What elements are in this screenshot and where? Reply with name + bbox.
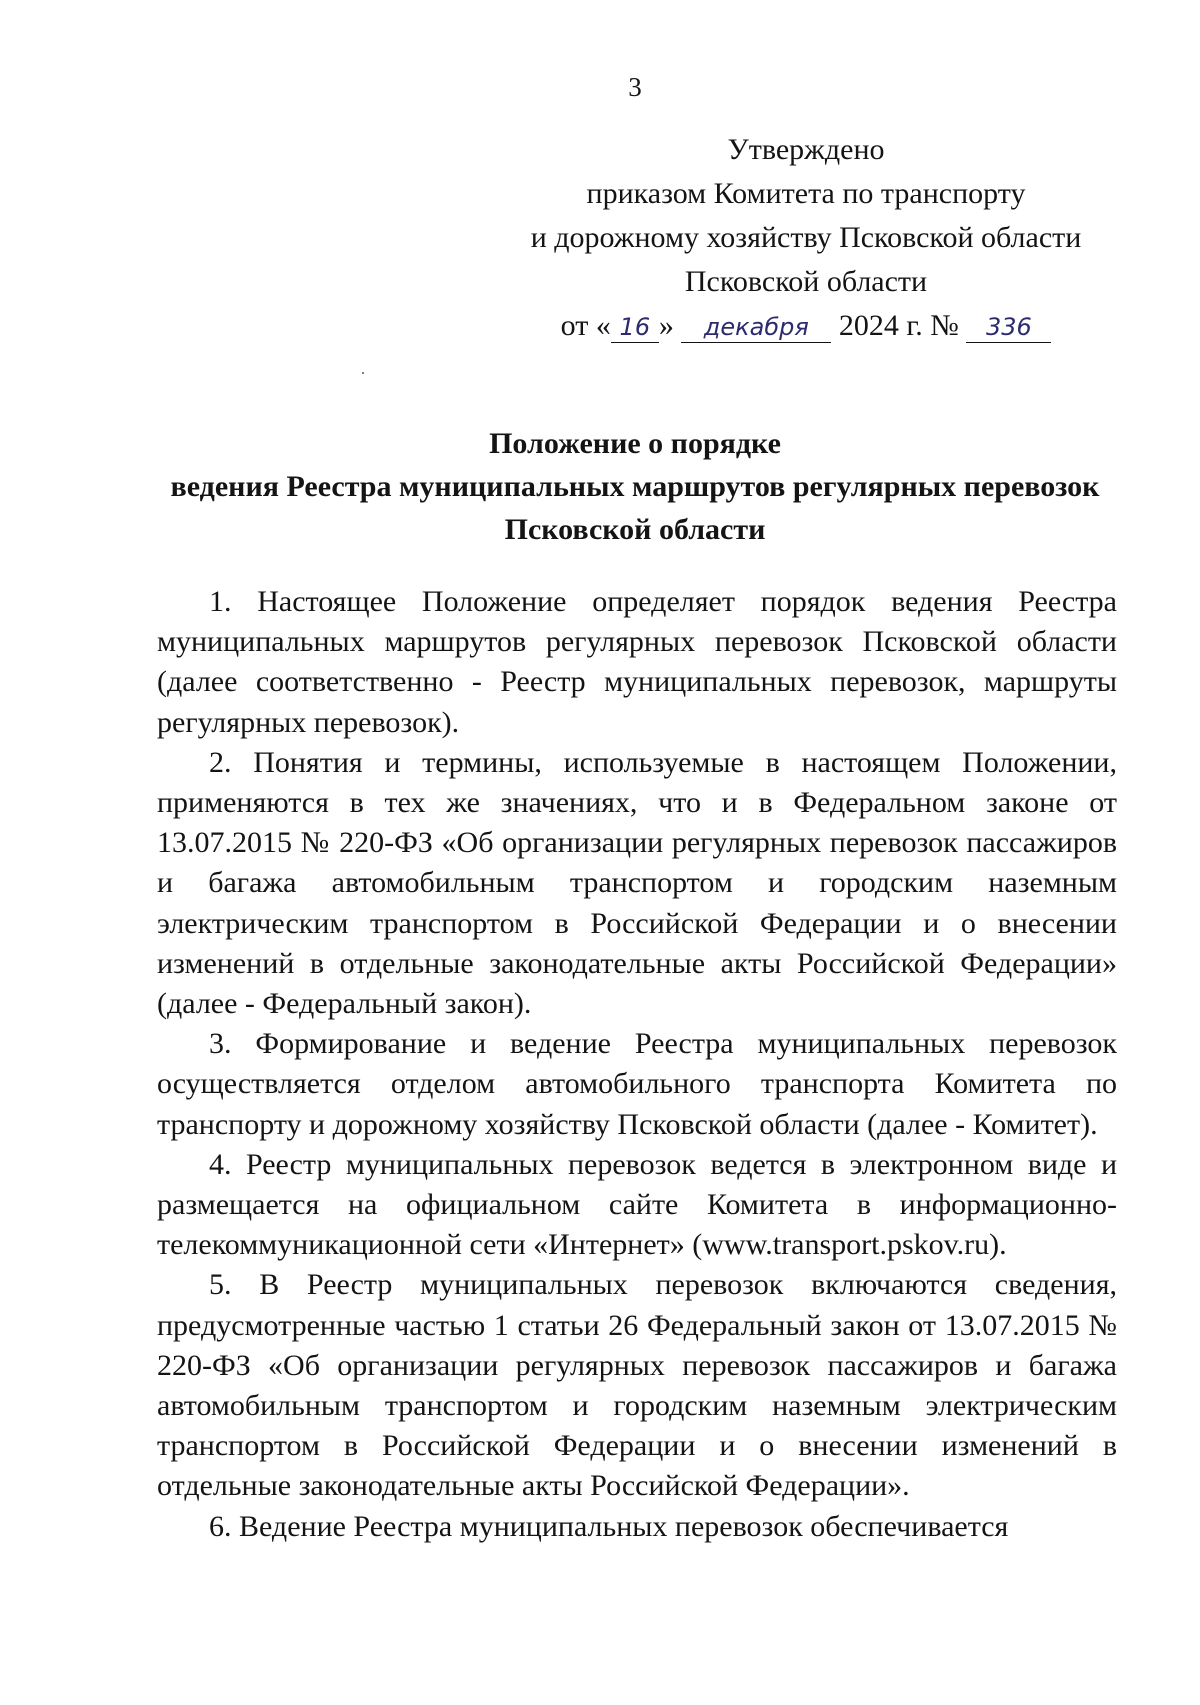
date-year: 2024 г. № (838, 309, 959, 342)
title-line-1: Положение о порядке (489, 427, 781, 460)
approval-date-row (500, 304, 1112, 348)
paragraph-4: 4. Реестр муниципальных перевозок ведется в электронном виде и размещается на официальном сайте Комитета в информационно-телекоммуникационной сети «Интернет» (www.transport.pskov.ru). (157, 1147, 1117, 1262)
handwritten-order-number: 336 (966, 312, 1051, 343)
approval-block (500, 128, 1112, 348)
paragraph-6: 6. Ведение Реестра муниципальных перевозок обеспечивается (209, 1509, 1009, 1543)
date-prefix: от « (560, 309, 611, 342)
handwritten-day: 16 (611, 312, 659, 343)
page-number: 3 (628, 72, 642, 102)
approval-line-3: и дорожному хозяйству Псковской области (530, 221, 1082, 254)
document-body (157, 582, 1117, 1547)
title-line-2: ведения Реестра муниципальных маршрутов регулярных перевозок (170, 470, 1100, 503)
paragraph-5: 5. В Реестр муниципальных перевозок включаются сведения, предусмотренные частью 1 статьи 26 Федеральный закон от 13.07.2015 № 220-ФЗ «Об организации регулярных перевозок пассажиров и багажа автомобильным транспортом и городским наземным электрическим транспортом в Российской Федерации и о внесении изменений в отдельные законодательные акты Российской Федерации». (157, 1268, 1117, 1503)
approval-line-1: Утверждено (727, 133, 885, 166)
date-mid: » (658, 309, 674, 342)
scan-speck (362, 372, 364, 374)
title-line-3: Псковской области (504, 513, 766, 546)
document-title (140, 422, 1130, 551)
approval-line-2: приказом Комитета по транспорту (586, 177, 1026, 210)
handwritten-month: декабря (681, 312, 831, 343)
paragraph-3: 3. Формирование и ведение Реестра муниципальных перевозок осуществляется отделом автомобильного транспорта Комитета по транспорту и дорожному хозяйству Псковской области (далее - Комитет). (157, 1027, 1117, 1141)
paragraph-1: 1. Настоящее Положение определяет порядок ведения Реестра муниципальных маршрутов регулярных перевозок Псковской области (далее соответственно - Реестр муниципальных перевозок, маршруты регулярных перевозок). (157, 585, 1117, 739)
paragraph-2: 2. Понятия и термины, используемые в настоящем Положении, применяются в тех же значениях, что и в Федеральном законе от 13.07.2015 № 220-ФЗ «Об организации регулярных перевозок пассажиров и багажа автомобильным транспортом и городским наземным электрическим транспортом в Российской Федерации и о внесении изменений в отдельные законодательные акты Российской Федерации» (далее - Федеральный закон). (157, 745, 1117, 1021)
approval-line-4: Псковской области (684, 265, 928, 298)
